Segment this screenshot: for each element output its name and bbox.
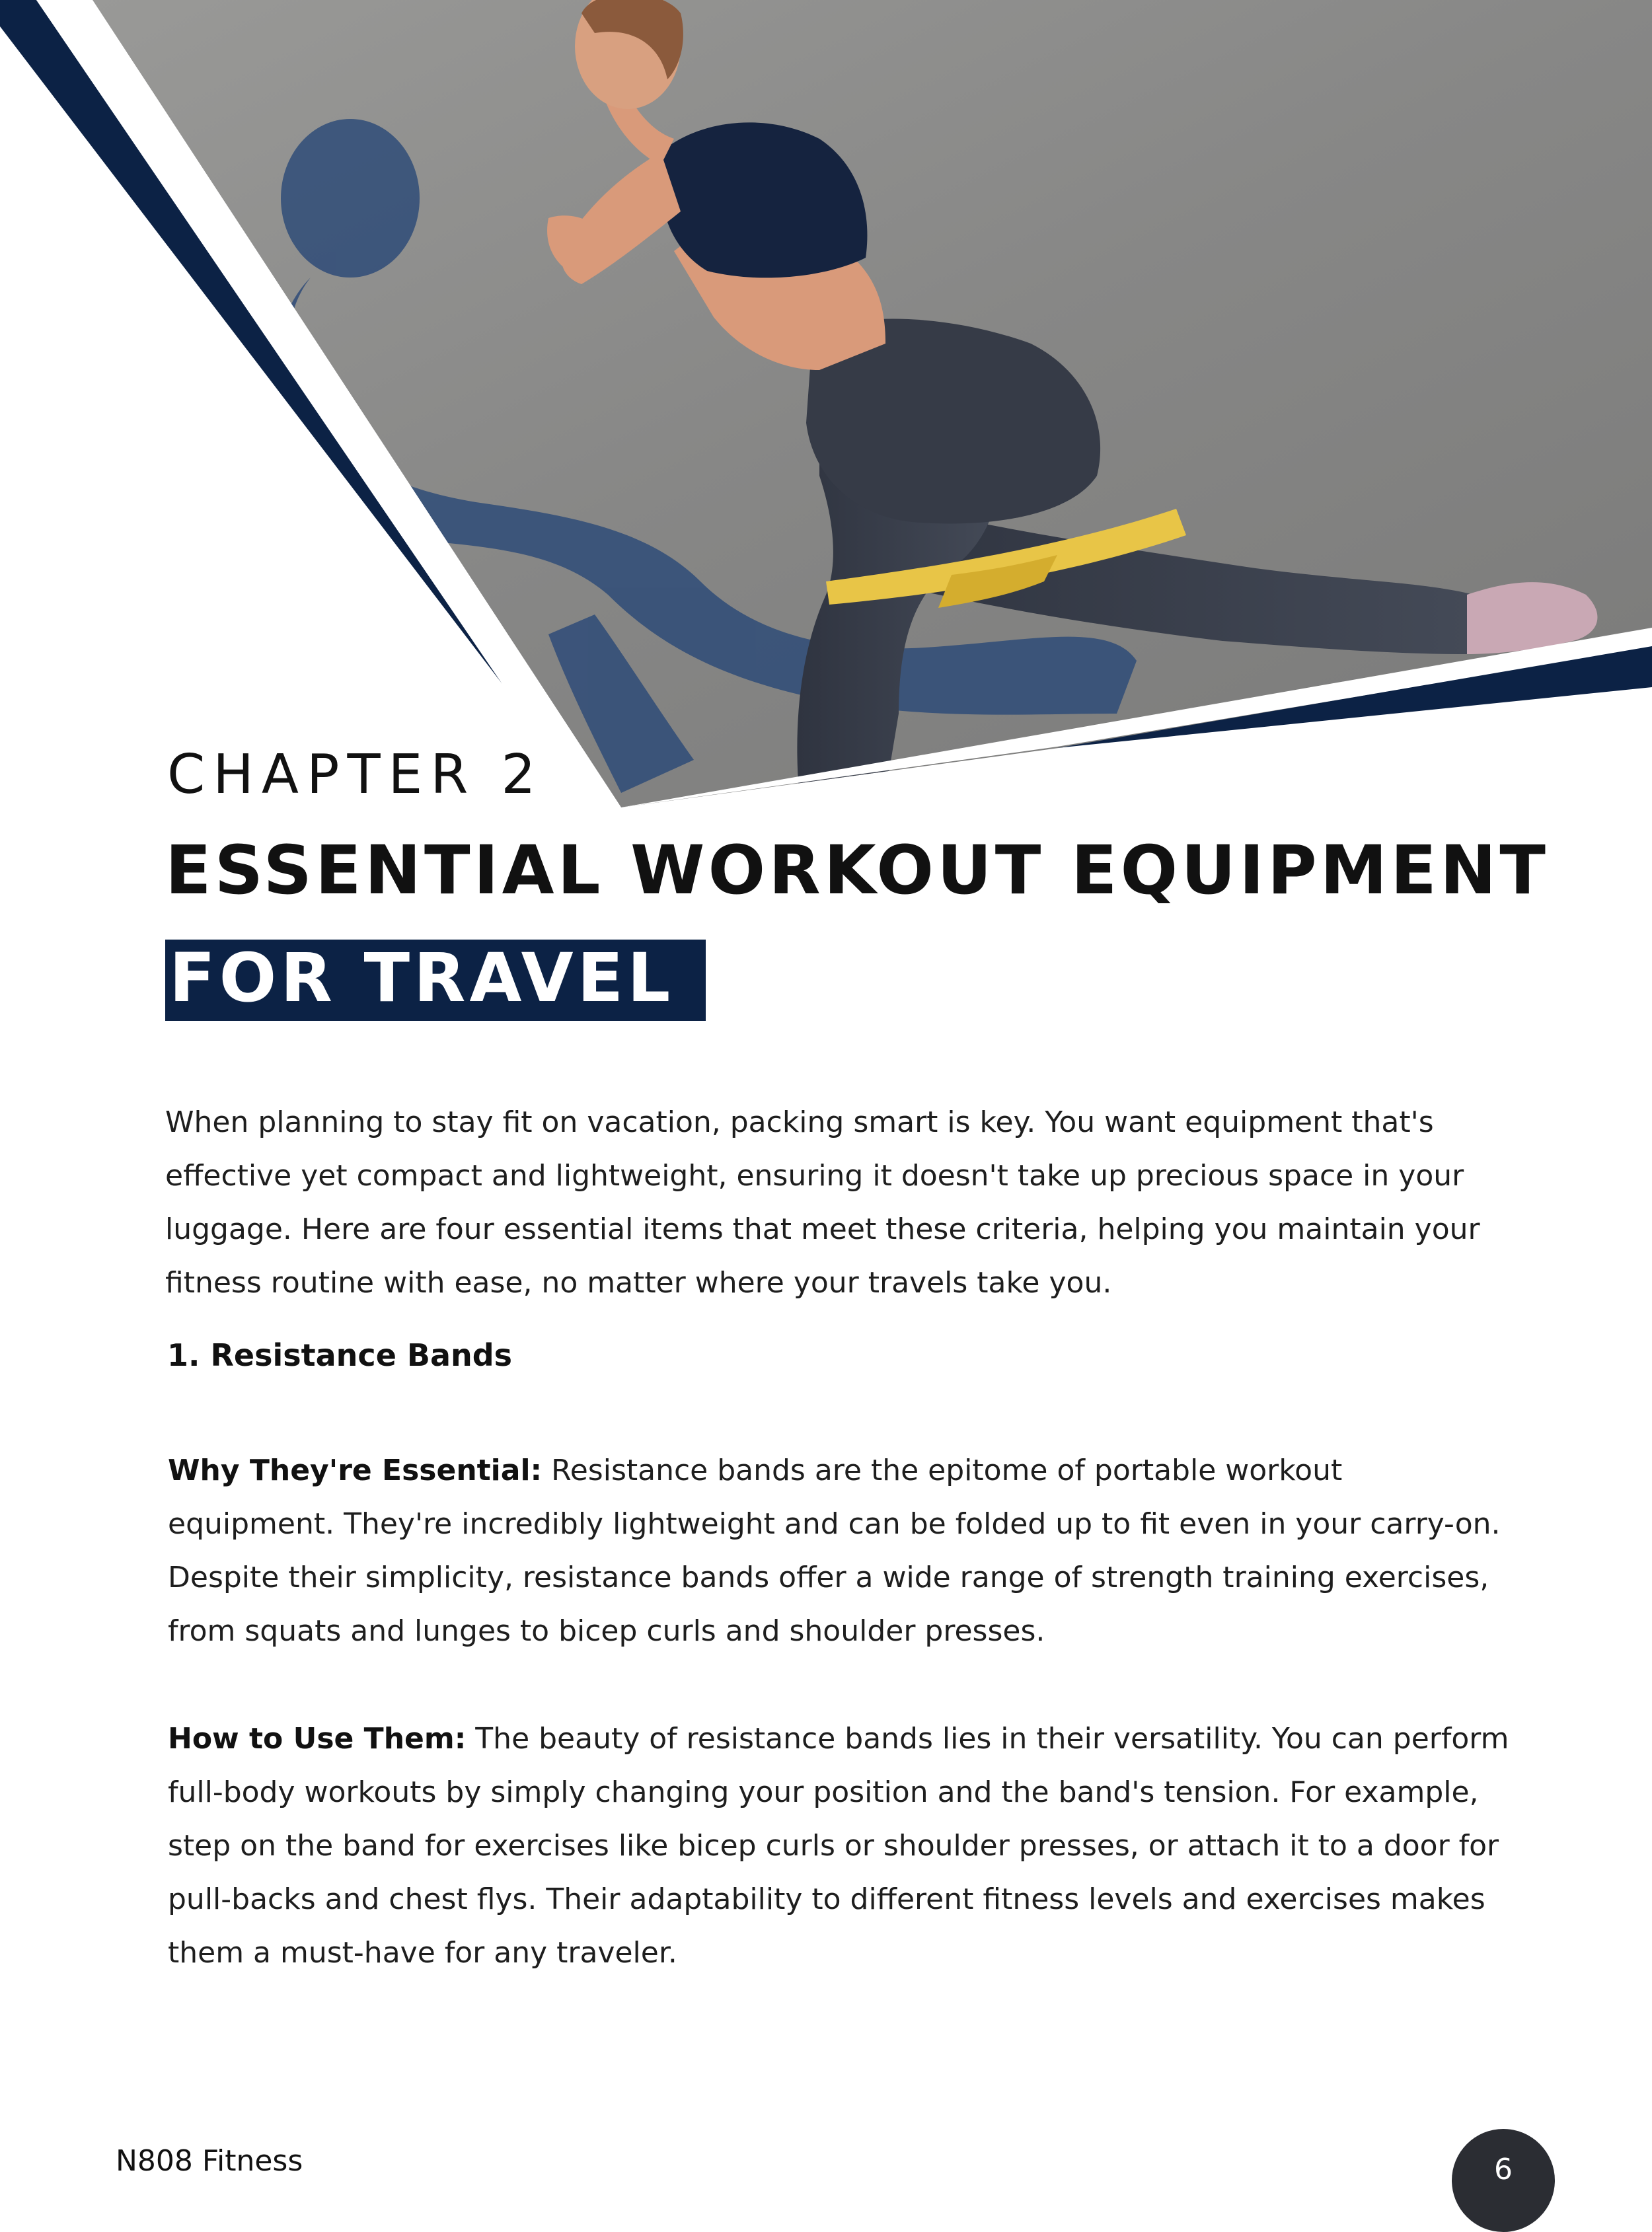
page-number: 6 — [1494, 2153, 1513, 2186]
section-heading-resistance-bands: 1. Resistance Bands — [167, 1337, 513, 1373]
how-to-use-paragraph — [168, 1712, 1509, 1980]
hero-photo — [0, 0, 1652, 813]
how-to-use-label: How to Use Them: — [168, 1722, 467, 1756]
how-to-use-text: The beauty of resistance bands lies in their versatility. You can perform full-body workouts by simply changing your position and the band's tension. For example, step on the band for exercises like bicep curls or shoulder presses, or attach it to a door for pull-backs and chest flys. Their adaptability to different fitness levels and exercises makes them a must-have for any traveler. — [168, 1722, 1509, 1970]
footer-brand: N808 Fitness — [116, 2144, 303, 2178]
chapter-label: CHAPTER 2 — [167, 743, 544, 806]
why-essential-label: Why They're Essential: — [168, 1454, 543, 1487]
page-title-highlight: FOR TRAVEL — [169, 939, 675, 1018]
why-essential-paragraph — [168, 1444, 1509, 1658]
intro-paragraph: When planning to stay fit on vacation, packing smart is key. You want equipment that's effective yet compact and lightweight, ensuring it doesn't take up precious space in your luggage. Here are four essential items that meet these criteria, helping you maintain your fitness routine with ease, no matter where your travels take you. — [165, 1105, 1480, 1300]
why-essential-text: Resistance bands are the epitome of portable workout equipment. They're incredibly lightweight and can be folded up to fit even in your carry-on. Despite their simplicity, resistance bands offer a wide range of strength training exercises, from squats and lunges to bicep curls and shoulder presses. — [168, 1454, 1501, 1648]
page-title: ESSENTIAL WORKOUT EQUIPMENT — [165, 831, 1549, 910]
